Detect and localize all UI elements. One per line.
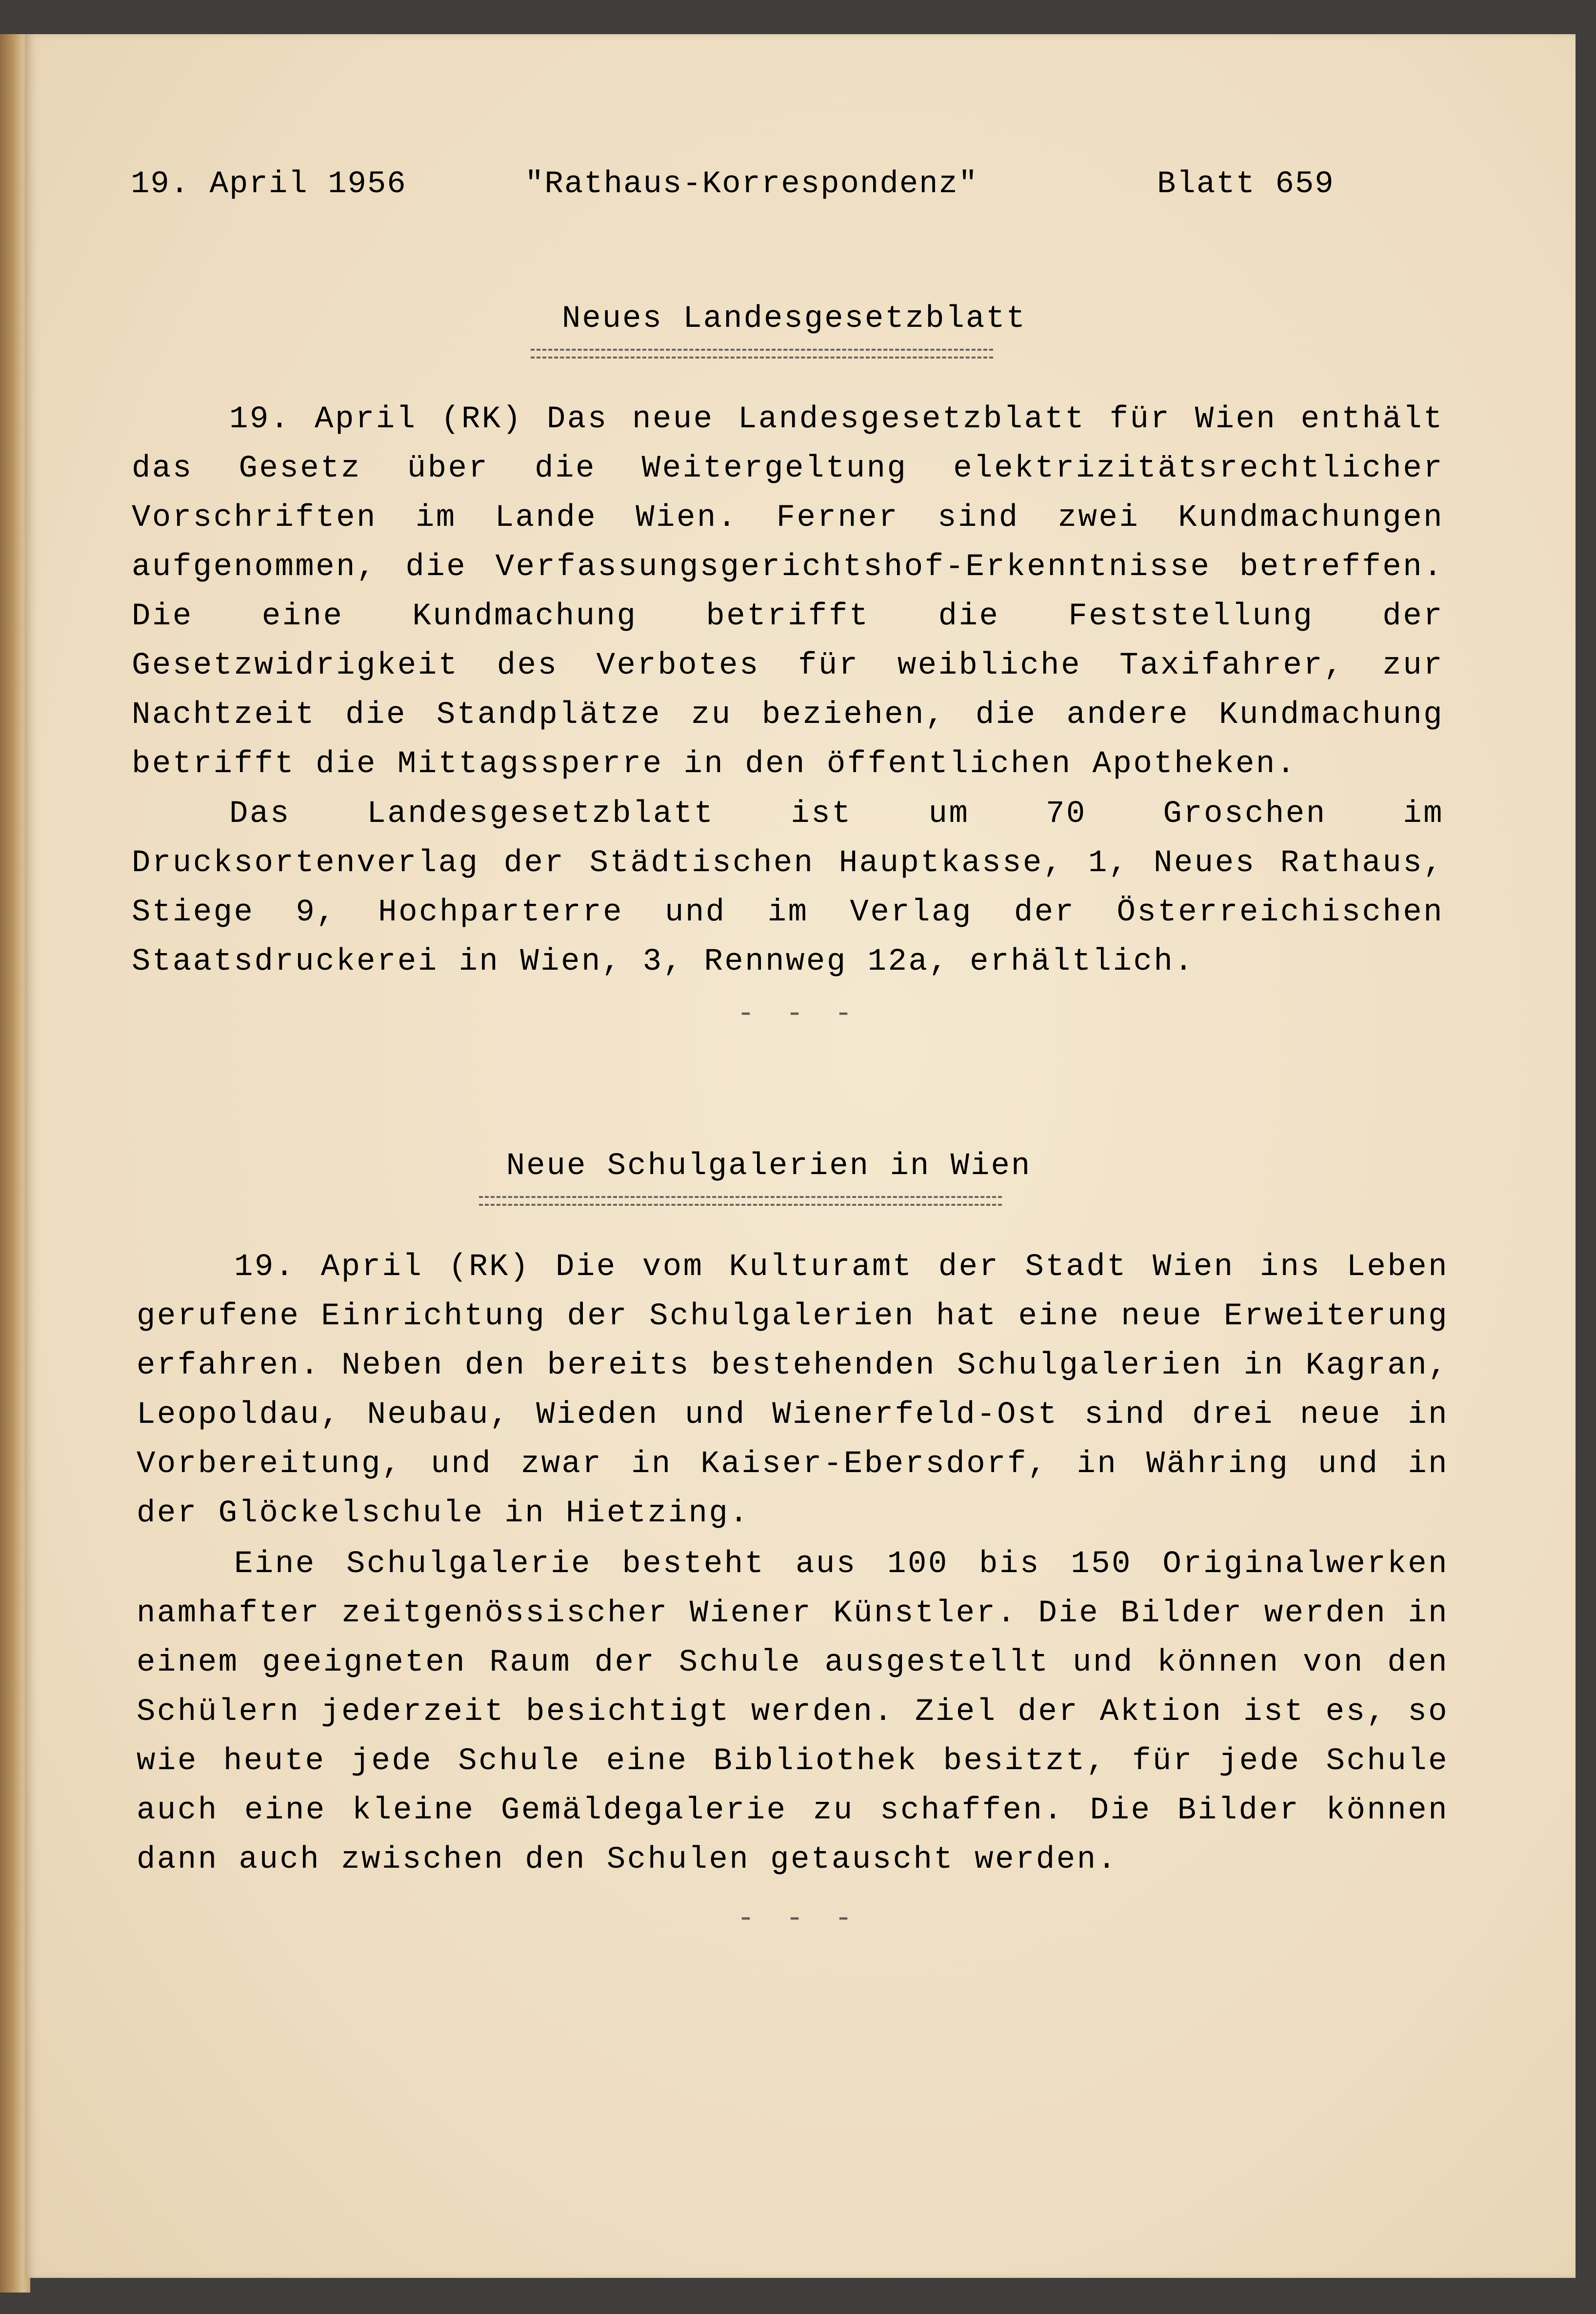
article-1-paragraph-1: 19. April (RK) Das neue Landesgesetzblatt für Wien enthält das Gesetz über die Weitergeltung elektrizitätsrechtlicher Vorschriften im Lande Wien. Ferner sind zwei Kundmachungen aufgenommen, die Verfassungsgerichtshof-Erkenntnisse betreffen. Die eine Kundmachung betrifft die Feststellung der Gesetzwidrigkeit des Verbotes für weibliche Taxifahrer, zur Nachtzeit die Standplätze zu beziehen, die andere Kundmachung betrifft die Mittagssperre in den öffentlichen Apotheken. [132,402,1444,782]
header-date: 19. April 1956 [131,167,407,202]
article-2-title-underline [479,1196,1002,1206]
article-1-title: Neues Landesgesetzblatt [561,301,1027,337]
article-1-separator: - - - [737,997,859,1031]
article-2-separator: - - - [737,1902,859,1935]
scan-background-bottom [0,2293,1596,2314]
article-2-paragraph-2: Eine Schulgalerie besteht aus 100 bis 150 Originalwerken namhafter zeitgenössischer Wiener Künstler. Die Bilder werden in einem geeigneten Raum der Schule ausgestellt und können von den Schülern jederzeit besichtigt werden. Ziel der Aktion ist es, so wie heute jede Schule eine Bibliothek besitzt, für jede Schule auch eine kleine Gemäldegalerie zu schaffen. Die Bilder können dann auch zwischen den Schulen getauscht werden. [137,1547,1449,1877]
article-1-title-underline [531,349,993,359]
article-2-title: Neue Schulgalerien in Wien [506,1149,1032,1184]
header-sheet-number: Blatt 659 [1157,167,1335,202]
article-2-paragraph-1: 19. April (RK) Die vom Kulturamt der Stadt Wien ins Leben gerufene Einrichtung der Schulgalerien hat eine neue Erweiterung erfahren. Neben den bereits bestehenden Schulgalerien in Kagran, Leopoldau, Neubau, Wieden und Wienerfeld-Ost sind drei neue in Vorbereitung, und zwar in Kaiser-Ebersdorf, in Währing und in der Glöckelschule in Hietzing. [137,1250,1449,1531]
page-header [131,167,1360,206]
header-publication: "Rathaus-Korrespondenz" [525,167,978,202]
article-1-paragraph-2: Das Landesgesetzblatt ist um 70 Groschen im Drucksortenverlag der Städtischen Hauptkasse, 1, Neues Rathaus, Stiege 9, Hochparterre und im Verlag der Österreichischen Staatsdruckerei in Wien, 3, Rennweg 12a, erhältlich. [132,797,1444,979]
